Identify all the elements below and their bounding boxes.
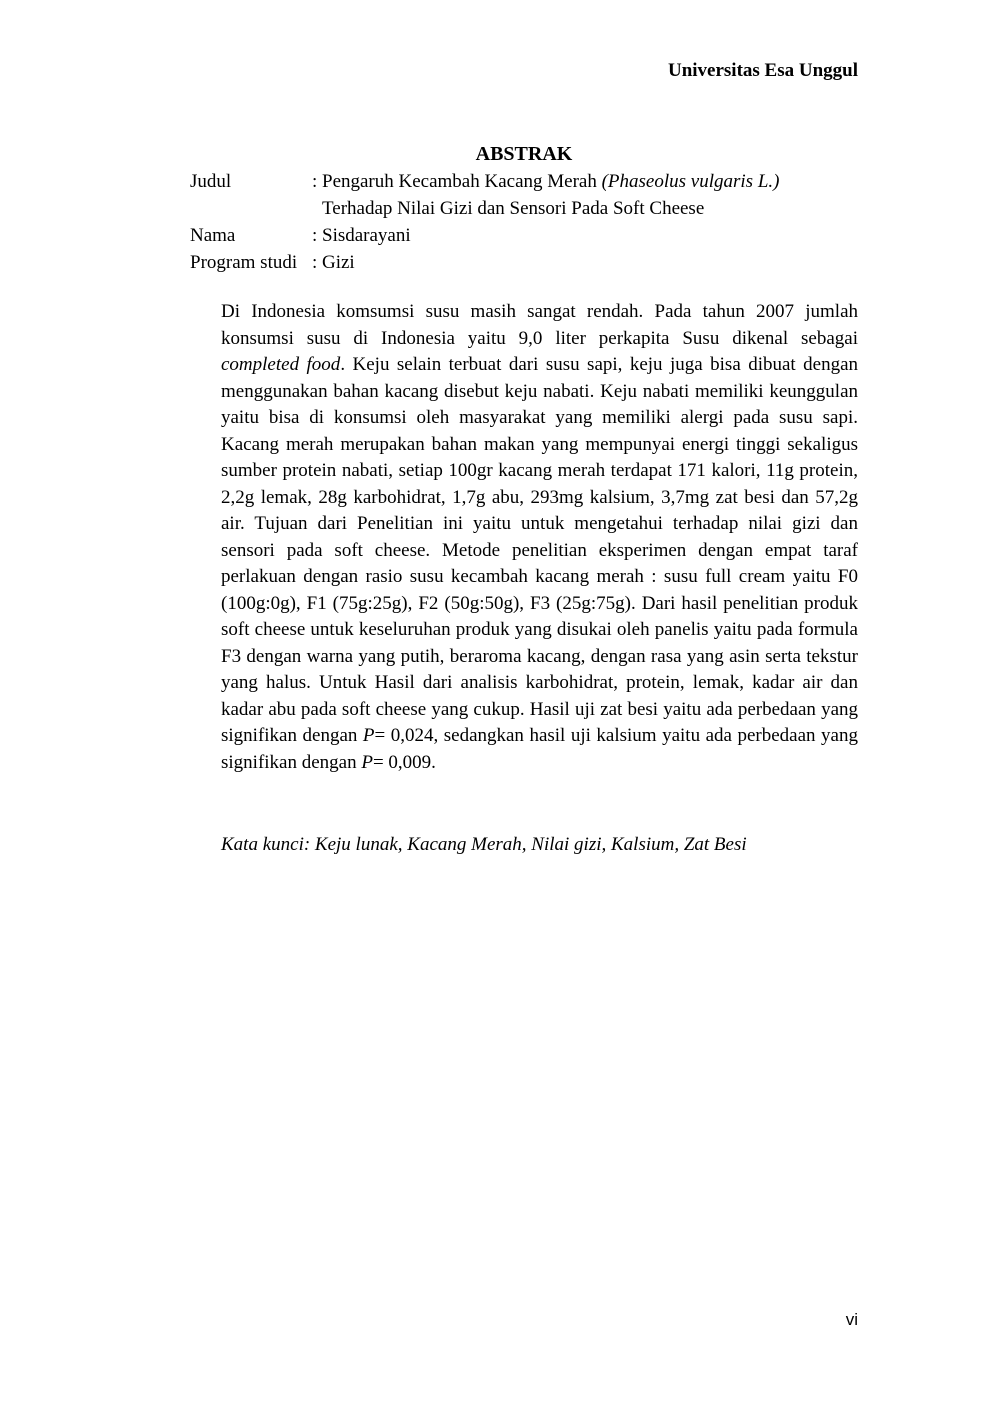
abstract-text-4: = 0,009. [372,751,436,773]
institution-header: Universitas Esa Unggul [667,60,858,81]
judul-value-text: Pengaruh Kecambah Kacang Merah [322,171,597,192]
judul-value-scientific-name: (Phaseolus vulgaris L.) [601,171,780,192]
keywords: Kata kunci: Keju lunak, Kacang Merah, Nilai gizi, Kalsium, Zat Besi [221,834,747,855]
abstract-text-2: . Keju selain terbuat dari susu sapi, keju juga bisa dibuat dengan menggunakan bahan kacang disebut keju nabati. Keju nabati memiliki keunggulan yaitu bisa di konsumsi oleh masyarakat yang memiliki alergi pada susu sapi. Kacang merah merupakan bahan makan yang mempunyai energi tinggi sekaligus sumber protein nabati, setiap 100gr kacang merah terdapat 171 kalori, 11g protein, 2,2g lemak, 28g karbohidrat, 1,7g abu, 293mg kalsium, 3,7mg zat besi dan 57,2g air. Tujuan dari Penelitian ini yaitu untuk mengetahui terhadap nilai gizi dan sensori pada soft cheese. Metode penelitian eksperimen dengan empat taraf perlakuan dengan rasio susu kecambah kacang merah : susu full cream yaitu F0 (100g:0g), F1 (75g:25g), F2 (50g:50g), F3 (25g:75g). Dari hasil penelitian produk soft cheese untuk keseluruhan produk yang disukai oleh panelis yaitu pada formula F3 dengan warna yang putih, beraroma kacang, dengan rasa yang asin serta tekstur yang halus. Untuk Hasil dari analisis karbohidrat, protein, lemak, kadar air dan kadar abu pada soft cheese yang cukup. Hasil uji zat besi yaitu ada perbedaan yang signifikan dengan [221,354,859,746]
judul-value-line-2: Terhadap Nilai Gizi dan Sensori Pada Soft Cheese [322,198,705,219]
abstract-italic-p-value-2: P [361,751,373,773]
judul-separator: : [312,171,318,192]
abstract-metadata [190,168,779,276]
abstract-body [221,299,858,776]
abstract-text-1: Di Indonesia komsumsi susu masih sangat rendah. Pada tahun 2007 jumlah konsumsi susu di Indonesia yaitu 9,0 liter perkapita Susu dikenal sebagai [221,301,858,349]
program-studi-separator: : [312,252,318,273]
nama-value: Sisdarayani [322,225,411,246]
program-studi-label: Program studi [190,252,298,273]
nama-label: Nama [190,225,236,246]
meta-row-nama [190,222,779,249]
meta-row-judul-continued [190,195,779,222]
page-number: vi [845,1310,858,1329]
program-studi-value: Gizi [322,252,355,273]
judul-label: Judul [190,171,232,192]
abstract-italic-p-value-1: P [362,725,375,746]
abstract-italic-completed-food: completed food [221,354,341,375]
abstract-text-3: = 0,024, sedangkan hasil uji kalsium yaitu ada perbedaan yang signifikan dengan [221,725,858,773]
nama-separator: : [312,225,318,246]
judul-value-line-1 [322,168,779,195]
abstract-title: ABSTRAK [475,143,573,165]
meta-row-judul [190,168,779,195]
meta-row-program-studi [190,249,779,276]
